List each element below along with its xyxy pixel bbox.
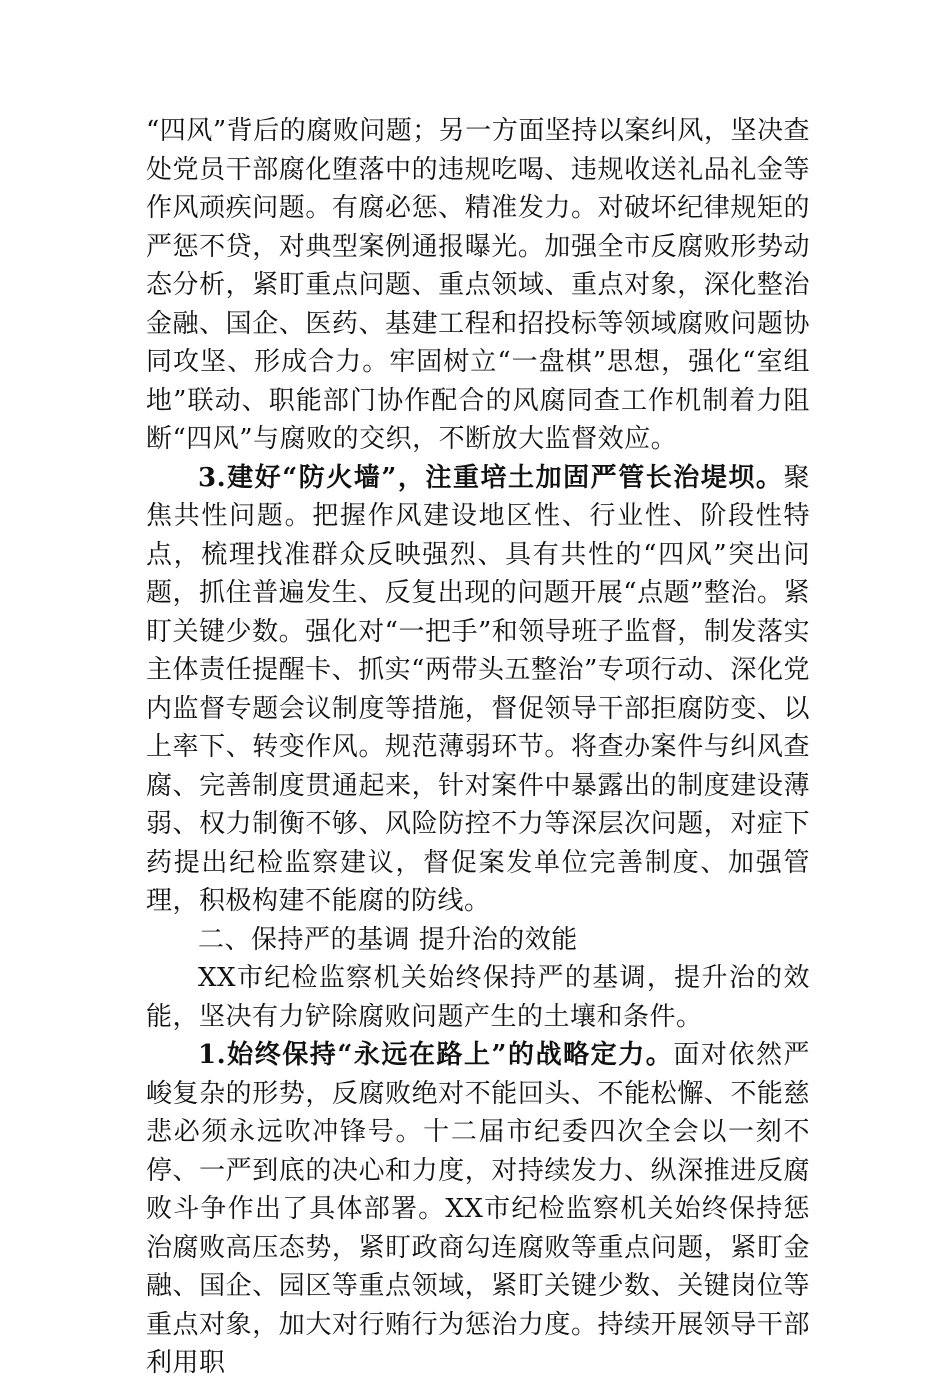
- paragraph-strategic-focus: [146, 1036, 810, 1383]
- paragraph-firewall: [146, 459, 810, 921]
- paragraph-lead-strategic: 1.始终保持“永远在路上”的战略定力。: [198, 1040, 674, 1070]
- section-heading-2: 二、保持严的基调 提升治的效能: [198, 924, 578, 955]
- paragraph-continuation: “四风”背后的腐败问题；另一方面坚持以案纠风，坚决查处党员干部腐化堕落中的违规吃喝、违规收送礼品礼金等作风顽疾问题。有腐必惩、精准发力。对破坏纪律规矩的严惩不贷，对典型案例通报曝光。加强全市反腐败形势动态分析，紧盯重点问题、重点领域、重点对象，深化整治金融、国企、医药、基建工程和招投标等领域腐败问题协同攻坚、形成合力。牢固树立“一盘棋”思想，强化“室组地”联动、职能部门协作配合的风腐同查工作机制着力阻断“四风”与腐败的交织，不断放大监督效应。: [146, 116, 810, 454]
- paragraph-lead-firewall: 3.建好“防火墙”，注重培土加固严管长治堤坝。: [198, 462, 784, 493]
- paragraph-body-strategic: 面对依然严峻复杂的形势，反腐败绝对不能回头、不能松懈、不能慈悲必须永远吹冲锋号。十二届市纪委四次全会以一刻不停、一严到底的决心和力度，对持续发力、纵深推进反腐败斗争作出了具体部署。XX市纪检监察机关始终保持惩治腐败高压态势，紧盯政商勾连腐败等重点问题，紧盯金融、国企、园区等重点领域，紧盯关键少数、关键岗位等重点对象，加大对行贿行为惩治力度。持续开展领导干部利用职: [146, 1040, 810, 1378]
- paragraph-body-firewall: 聚焦共性问题。把握作风建设地区性、行业性、阶段性特点，梳理找准群众反映强烈、具有共性的“四风”突出问题，抓住普遍发生、反复出现的问题开展“点题”整治。紧盯关键少数。强化对“一把手”和领导班子监督，制发落实主体责任提醒卡、抓实“两带头五整治”专项行动、深化党内监督专题会议制度等措施，督促领导干部拒腐防变、以上率下、转变作风。规范薄弱环节。将查办案件与纠风查腐、完善制度贯通起来，针对案件中暴露出的制度建设薄弱、权力制衡不够、风险防控不力等深层次问题，对症下药提出纪检监察建议，督促案发单位完善制度、加强管理，积极构建不能腐的防线。: [146, 462, 810, 916]
- paragraph-section-intro: XX市纪检监察机关始终保持严的基调，提升治的效能，坚决有力铲除腐败问题产生的土壤和条件。: [146, 963, 810, 1032]
- document-page: [146, 112, 810, 1383]
